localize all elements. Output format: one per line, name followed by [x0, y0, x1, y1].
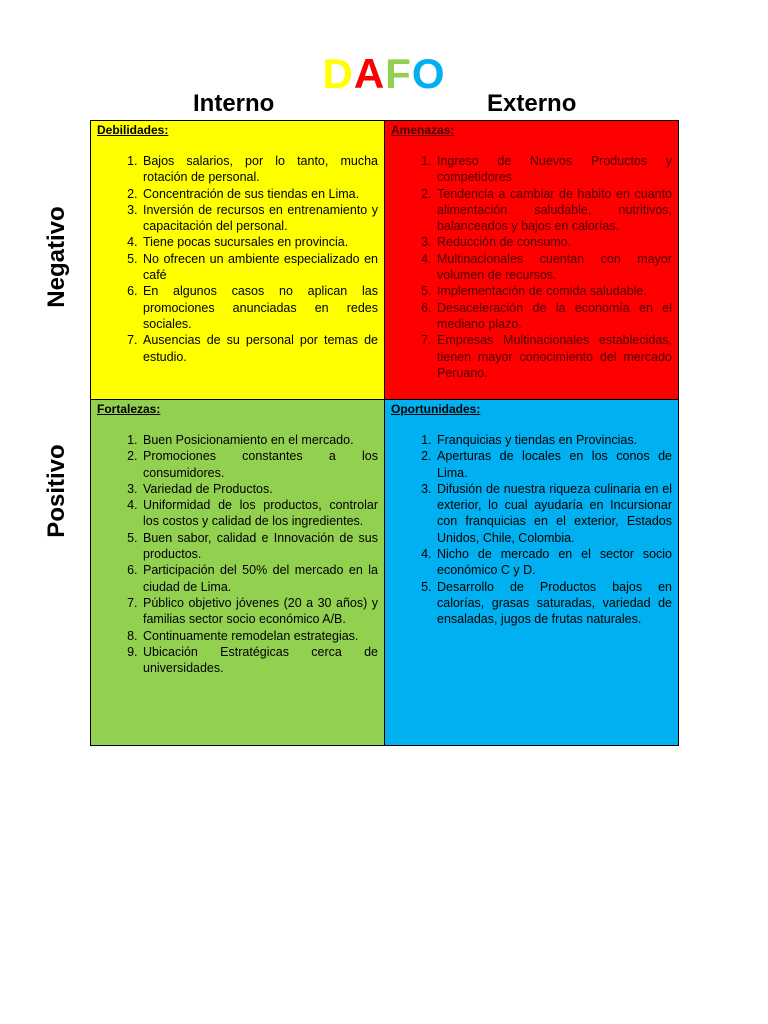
list-item: 8. Continuamente remodelan estrategias.	[141, 628, 378, 644]
row-heading-negativo: Negativo	[43, 206, 70, 308]
list-item: 5. Implementación de comida saludable.	[435, 283, 672, 299]
fortalezas-list	[97, 432, 378, 676]
dafo-matrix	[90, 120, 679, 746]
title-letter-f: F	[385, 50, 412, 97]
list-item: 6. Desaceleración de la economía en el mediano plazo.	[435, 300, 672, 333]
fortalezas-cell	[91, 400, 385, 745]
list-item: 7. Empresas Multinacionales establecidas, tienen mayor conocimiento del mercado Peruano.	[435, 332, 672, 381]
list-item: 1. Ingreso de Nuevos Productos y competidores	[435, 153, 672, 186]
list-item: 5. Desarrollo de Productos bajos en calorías, grasas saturadas, variedad de ensaladas, jugos de frutas naturales.	[435, 579, 672, 628]
list-item: 4. Uniformidad de los productos, controlar los costos y calidad de los ingredientes.	[141, 497, 378, 530]
list-item: 3. Reducción de consumo.	[435, 234, 672, 250]
list-item: 2. Promociones constantes a los consumidores.	[141, 448, 378, 481]
column-heading-interno: Interno	[193, 90, 275, 117]
list-item: 4. Nicho de mercado en el sector socio económico C y D.	[435, 546, 672, 579]
amenazas-list	[391, 153, 672, 381]
dafo-title	[0, 48, 768, 100]
list-item: 7. Público objetivo jóvenes (20 a 30 años) y familias sector socio económico A/B.	[141, 595, 378, 628]
list-item: 2. Aperturas de locales en los conos de Lima.	[435, 448, 672, 481]
list-item: 6. Participación del 50% del mercado en la ciudad de Lima.	[141, 562, 378, 595]
title-letter-o: O	[411, 50, 446, 97]
amenazas-title: Amenazas:	[391, 123, 455, 137]
list-item: 1. Buen Posicionamiento en el mercado.	[141, 432, 378, 448]
title-letter-d: D	[322, 50, 354, 97]
row-heading-positivo: Positivo	[43, 444, 70, 538]
oportunidades-list	[391, 432, 672, 628]
list-item: 6. En algunos casos no aplican las promociones anunciadas en redes sociales.	[141, 283, 378, 332]
title-letter-a: A	[353, 50, 386, 97]
list-item: 3. Difusión de nuestra riqueza culinaria en el exterior, lo cual ayudaría en Incursionar con franquicias en el exterior, Estados Unidos, Chile, Colombia.	[435, 481, 672, 546]
list-item: 3. Variedad de Productos.	[141, 481, 378, 497]
list-item: 1. Franquicias y tiendas en Provincias.	[435, 432, 672, 448]
list-item: 2. Tendencia a cambiar de habito en cuanto alimentación saludable, nutritivos, balanceados y bajos en calorías.	[435, 186, 672, 235]
debilidades-list	[97, 153, 378, 365]
list-item: 2. Concentración de sus tiendas en Lima.	[141, 186, 378, 202]
fortalezas-title: Fortalezas:	[97, 402, 161, 416]
list-item: 5. No ofrecen un ambiente especializado en café	[141, 251, 378, 284]
list-item: 4. Multinacionales cuentan con mayor volumen de recursos.	[435, 251, 672, 284]
debilidades-cell	[91, 121, 385, 400]
list-item: 5. Buen sabor, calidad e Innovación de sus productos.	[141, 530, 378, 563]
amenazas-cell	[385, 121, 678, 400]
list-item: 7. Ausencias de su personal por temas de estudio.	[141, 332, 378, 365]
list-item: 3. Inversión de recursos en entrenamiento y capacitación del personal.	[141, 202, 378, 235]
column-heading-externo: Externo	[487, 90, 577, 117]
oportunidades-cell	[385, 400, 678, 745]
list-item: 4. Tiene pocas sucursales en provincia.	[141, 234, 378, 250]
list-item: 9. Ubicación Estratégicas cerca de universidades.	[141, 644, 378, 677]
oportunidades-title: Oportunidades:	[391, 402, 481, 416]
list-item: 1. Bajos salarios, por lo tanto, mucha rotación de personal.	[141, 153, 378, 186]
debilidades-title: Debilidades:	[97, 123, 169, 137]
